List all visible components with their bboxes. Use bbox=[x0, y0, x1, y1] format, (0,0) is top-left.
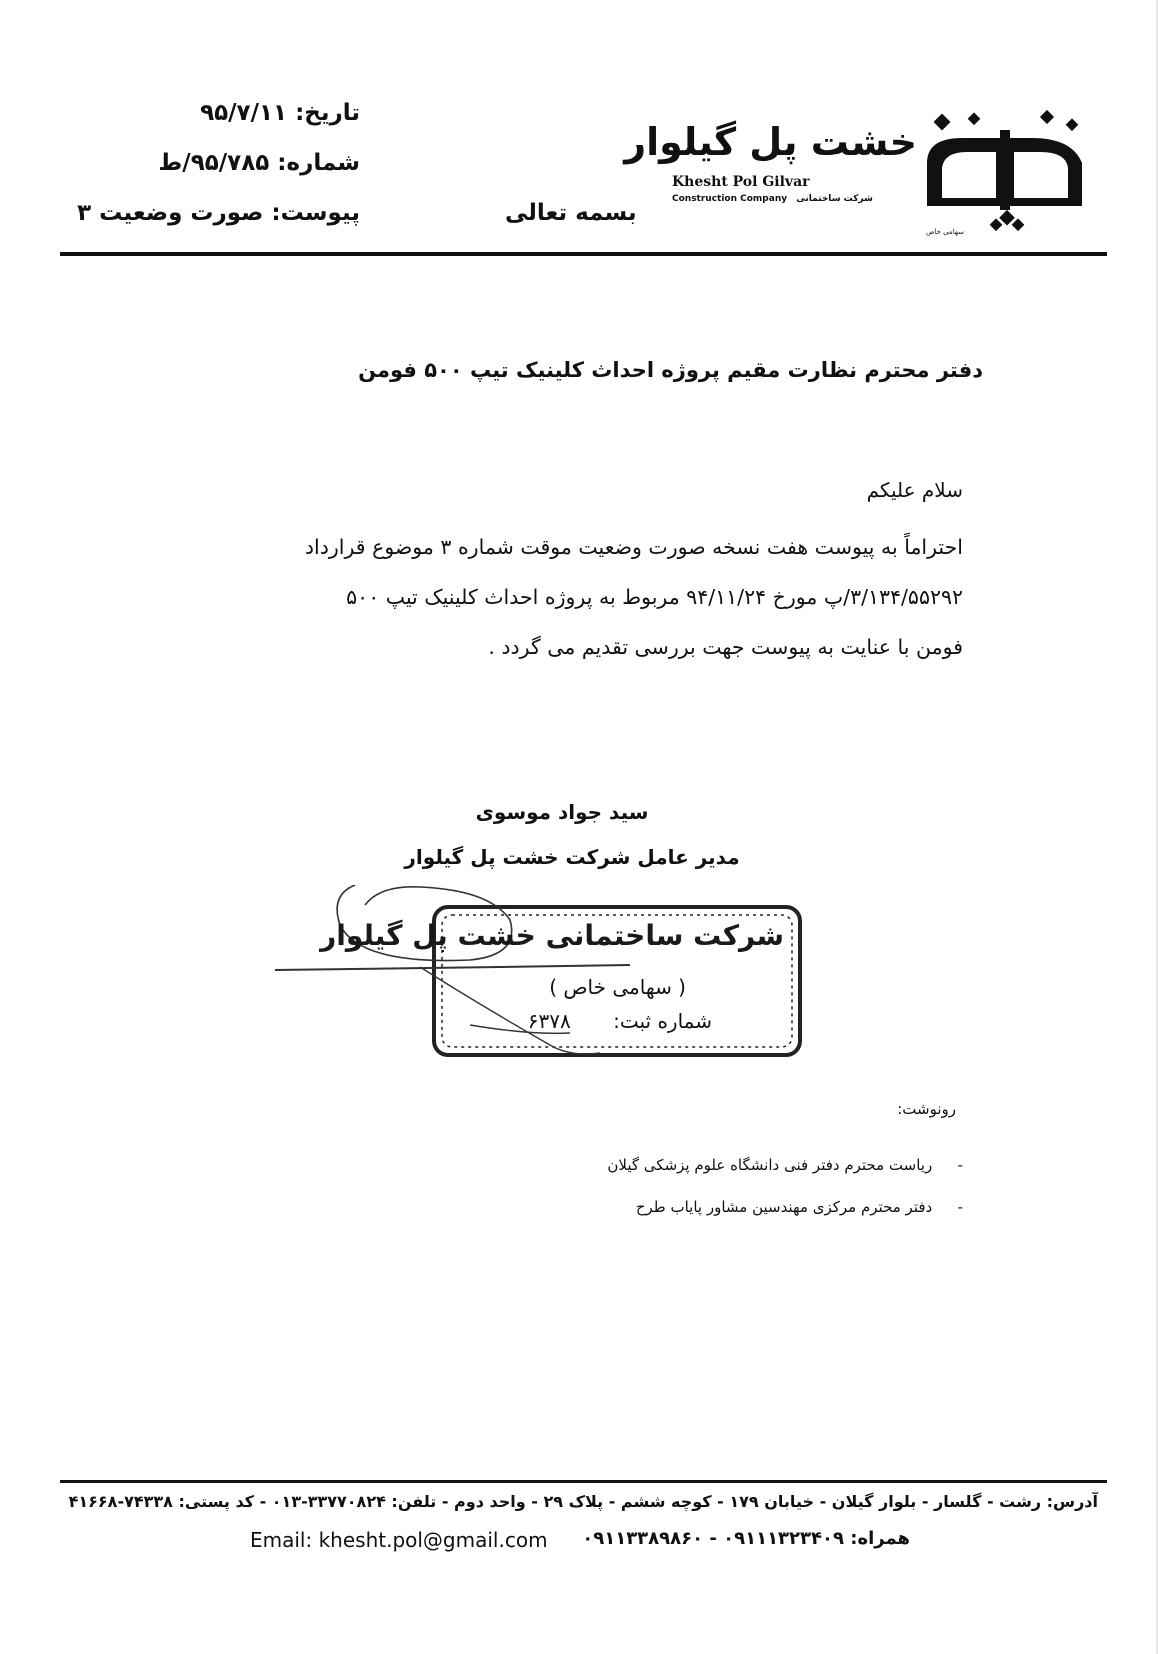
recipient: دفتر محترم نظارت مقیم پروژه احداث کلینیک تیپ ۵۰۰ فومن bbox=[358, 358, 983, 382]
greeting: سلام علیکم bbox=[866, 478, 963, 502]
stamp-company-type: ( سهامی خاص ) bbox=[549, 975, 686, 999]
cc-item-text: ریاست محترم دفتر فنی دانشگاه علوم پزشکی گیلان bbox=[607, 1156, 933, 1174]
signature-stroke-icon bbox=[270, 885, 810, 1085]
attachment-line: پیوست: صورت وضعیت ۳ bbox=[77, 200, 360, 226]
footer-email[interactable]: Email: khesht.pol@gmail.com bbox=[250, 1528, 548, 1552]
signer-name: سید جواد موسوی bbox=[475, 800, 649, 824]
number-line: شماره: ۹۵/۷۸۵/ط bbox=[158, 150, 360, 176]
cc-bullet: - bbox=[957, 1198, 963, 1216]
stamp-registration-label: شماره ثبت: bbox=[613, 1009, 712, 1033]
footer-mobile: همراه: ۰۹۱۱۱۳۲۳۴۰۹ - ۰۹۱۱۳۳۸۹۸۶۰ bbox=[582, 1528, 910, 1549]
stamp-registration-number: ۶۳۷۸ bbox=[527, 1009, 571, 1033]
signer-title: مدیر عامل شرکت خشت پل گیلوار bbox=[404, 845, 740, 869]
company-type: سهامی خاص bbox=[926, 228, 964, 236]
paragraph-line: احتراماً به پیوست هفت نسخه صورت وضعیت موقت شماره ۳ موضوع قرارداد bbox=[304, 535, 963, 559]
company-name-en: Khesht Pol Gilvar bbox=[672, 174, 810, 190]
paragraph-line: فومن با عنایت به پیوست جهت بررسی تقدیم می گردد . bbox=[488, 635, 963, 659]
company-subtitle-fa: شرکت ساختمانی bbox=[796, 194, 873, 204]
cc-item-text: دفتر محترم مرکزی مهندسین مشاور پایاب طرح bbox=[635, 1198, 933, 1216]
company-logo-block bbox=[624, 108, 1092, 238]
cc-item bbox=[463, 1198, 963, 1240]
stamp-registration bbox=[528, 1009, 712, 1033]
body-paragraph bbox=[203, 522, 963, 672]
cc-bullet: - bbox=[957, 1156, 963, 1174]
footer-rule bbox=[60, 1480, 1107, 1483]
company-subtitle-en: Construction Company bbox=[672, 194, 788, 204]
footer-address: آدرس: رشت - گلسار - بلوار گیلان - خیابان ۱۷۹ - کوچه ششم - پلاک ۲۹ - واحد دوم - تلفن: ۳۳۷۷۰۸۲۴-۰۱۳ - کد پستی: ۷۴۳۳۸-۴۱۶۶۸ bbox=[68, 1492, 1098, 1511]
header-rule bbox=[60, 252, 1107, 256]
stamp-company-name: شرکت ساختمانی خشت پل گیلوار bbox=[320, 919, 784, 952]
cc-label: رونوشت: bbox=[897, 1100, 956, 1118]
company-name-fa: خشت پل گیلوار bbox=[624, 120, 917, 164]
paragraph-line: ۳/۱۳۴/۵۵۲۹۲/پ مورخ ۹۴/۱۱/۲۴ مربوط به پروژه احداث کلینیک تیپ ۵۰۰ bbox=[346, 585, 963, 609]
company-subtitle bbox=[672, 194, 879, 204]
company-stamp bbox=[320, 905, 802, 1060]
cc-list bbox=[463, 1156, 963, 1240]
cc-item bbox=[463, 1156, 963, 1198]
basmala: بسمه تعالی bbox=[505, 200, 637, 226]
company-logo-icon bbox=[922, 108, 1092, 238]
letter-meta bbox=[77, 100, 360, 250]
date-line: تاریخ: ۹۵/۷/۱۱ bbox=[200, 100, 360, 126]
